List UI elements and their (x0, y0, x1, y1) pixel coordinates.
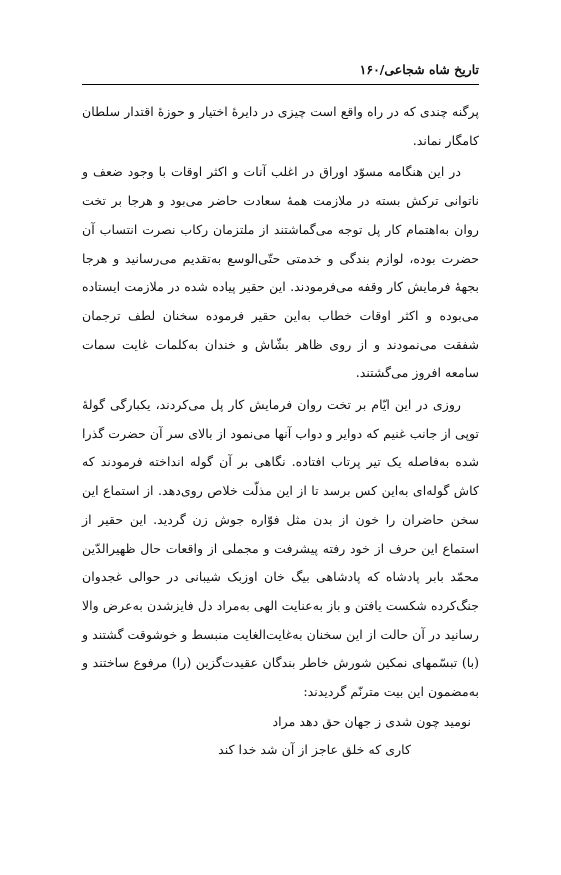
running-header: تاریخ شاه شجاعی/۱۶۰ (359, 62, 479, 77)
paragraph-1: پرگنه چندی که در راه واقع است چیزی در دایرۀ اختیار و حوزۀ اقتدار سلطان کامگار نماند. (82, 104, 479, 148)
header-rule (82, 84, 479, 85)
paragraph-3: روزی در این ایّام بر تخت روان فرمایش کار پل می‌کردند، یکبارگی گولۀ توپی از جانب غنیم که دوایر و دواب آنها می‌نمود از بالای سر آن حضرت گذرا شده به‌فاصله یک تیر پرتاب افتاده. نگاهی بر آن گوله انداخته فرمودند که کاش گوله‌ای به‌این کس برسد تا از این مذلّت خلاص روی‌دهد. از استماع این سخن حاضران را خون از بدن مثل فوّاره جوش زن گردید. این حقیر از استماع این حرف از خود رفته پیشرفت و مجملی از واقعات حال ظهیرالدّین محمّد بابر پادشاه که پادشاهی بیگ خان اوزبک شیبانی در حوالی غجدوان جنگ‌کرده شکست یافتن و باز به‌عنایت الهی به‌مراد دل فایزشدن به‌عرض والا رسانید در آن حالت از این سخنان به‌غایت‌الغایت منبسط و خوشوقت گشتند و (با) تبسّمهای نمکین شورش خاطر بندگان عقیدت‌گزین (را) مرفوع ساختند و به‌مضمون این بیت مترنّم گردیدند: (82, 397, 479, 700)
body-text (82, 98, 479, 707)
verse-line-2: کاری که خلق عاجز از آن شد خدا کند (218, 742, 411, 757)
paragraph-2: در این هنگامه مسوّد اوراق در اغلب آنات و اکثر اوقات با وجود ضعف و ناتوانی ترکش بسته در ملازمت همۀ سعادت حاضر می‌بود و هرجا بر تخت روان به‌اهتمام کار پل توجه می‌گماشتند از ملتزمان رکاب نصرت انتساب آن حضرت بوده، لوازم بندگی و خدمتی حتّی‌الوسع به‌تقدیم می‌رسانید و هرجا بجهۀ فرمایش کار وقفه می‌فرمودند. این حقیر پیاده شده در ملازمت ایستاده می‌بوده و اکثر اوقات خطاب به‌این حقیر فرموده سخنان لطف ترجمان شفقت می‌نمودند و از روی ظاهر بشّاش و خندان به‌کلمات غایت سمات سامعه افروز می‌گشتند. (82, 164, 479, 381)
verse-line-1: نومید چون شدی ز جهان حق دهد مراد (272, 714, 471, 729)
